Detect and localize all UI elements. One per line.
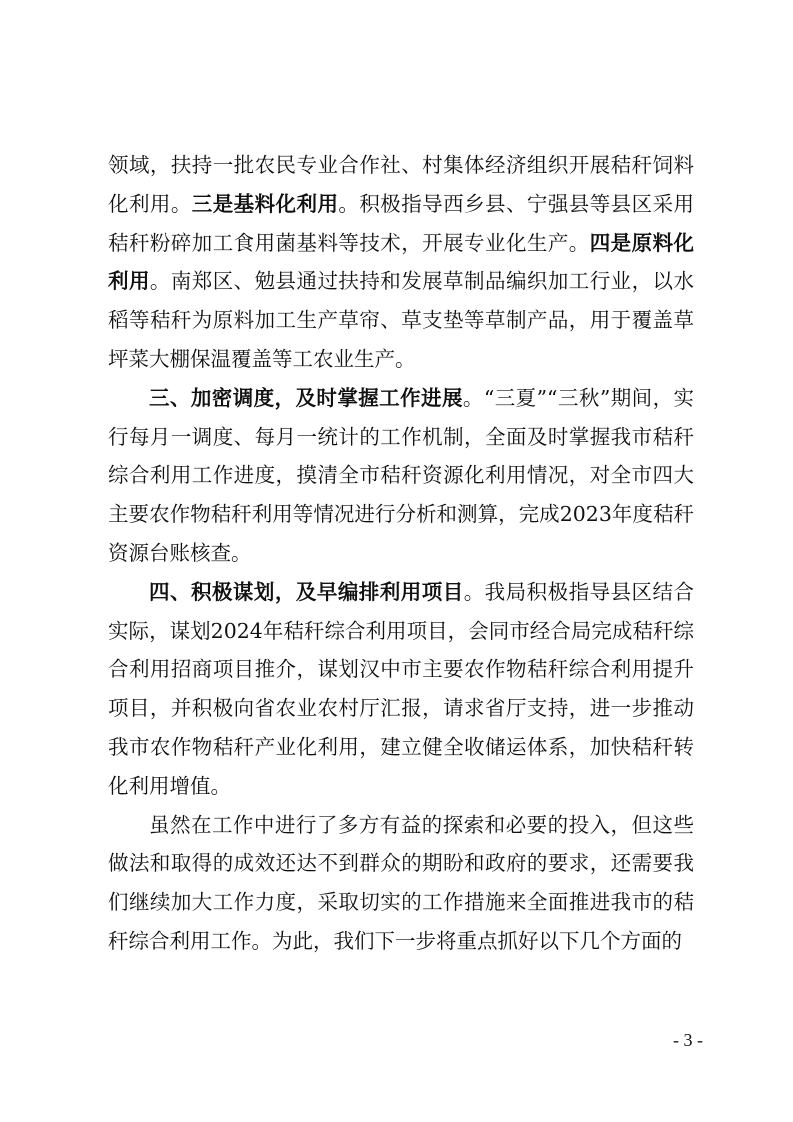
bold-heading-text: 三、加密调度，及时掌握工作进展 — [149, 385, 463, 410]
document-body — [108, 146, 694, 961]
bold-heading-text: 四是原料化利用 — [108, 230, 695, 294]
body-text: 虽然在工作中进行了多方有益的探索和必要的投入，但这些做法和取得的成效还达不到群众的期盼和政府的要求，还需要我们继续加大工作力度，采取切实的工作措施来全面推进我市的秸秆综合利用工作。为此，我们下一步将重点抓好以下几个方面的 — [108, 812, 694, 953]
body-text: 。“三夏”“三秋”期间，实行每月一调度、每月一统计的工作机制，全面及时掌握我市秸秆综合利用工作进度，摸清全市秸秆资源化利用情况，对全市四大主要农作物秸秆利用等情况进行分析和测算，完成2023年度秸秆资源台账核查。 — [108, 385, 694, 565]
paragraph — [108, 146, 694, 379]
page-number: - 3 - — [673, 1030, 703, 1050]
body-text: 。我局积极指导县区结合实际，谋划2024年秸秆综合利用项目，会同市经合局完成秸秆综合利用招商项目推介，谋划汉中市主要农作物秸秆综合利用提升项目，并积极向省农业农村厅汇报，请求省厅支持，进一步推动我市农作物秸秆产业化利用，建立健全收储运体系，加快秸秆转化利用增值。 — [108, 579, 695, 798]
paragraph — [108, 806, 694, 961]
body-text: 。积极指导西乡县、宁强县等县区采用秸秆粉碎加工食用菌基料等技术，开展专业化生产。 — [108, 191, 695, 255]
bold-heading-text: 四、积极谋划，及早编排利用项目 — [149, 579, 464, 604]
bold-heading-text: 三是基料化利用 — [191, 191, 339, 216]
paragraph — [108, 379, 694, 573]
paragraph — [108, 573, 694, 806]
body-text: 领域，扶持一批农民专业合作社、村集体经济组织开展秸秆饲料化利用。 — [108, 153, 694, 216]
body-text: 。南郑区、勉县通过扶持和发展草制品编织加工行业，以水稻等秸秆为原料加工生产草帘、草支垫等草制产品，用于覆盖草坪菜大棚保温覆盖等工农业生产。 — [108, 269, 695, 371]
